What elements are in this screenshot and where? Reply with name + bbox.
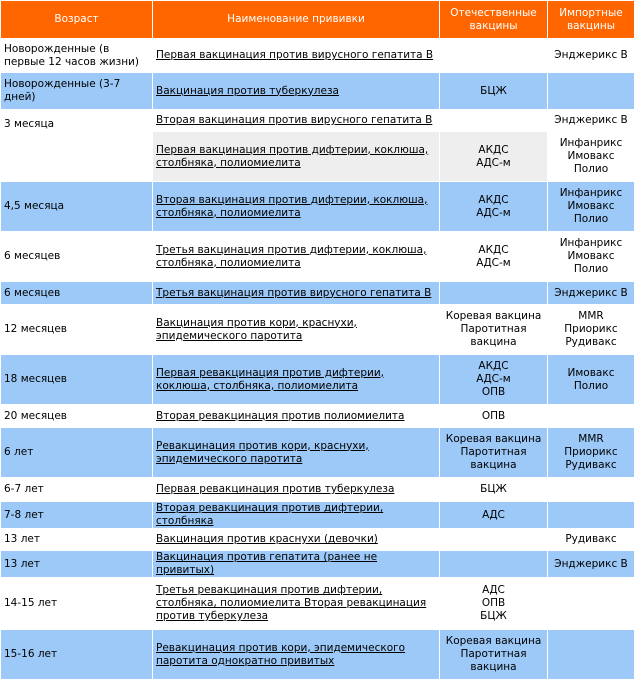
imported-vaccine: Энджерикс В <box>551 287 631 300</box>
domestic-cell <box>440 551 548 578</box>
vaccination-cell <box>153 132 440 182</box>
header-vaccination: Наименование прививки <box>153 1 440 39</box>
domestic-cell <box>440 282 548 305</box>
table-row <box>1 73 634 110</box>
age-cell: 20 месяцев <box>1 405 153 428</box>
header-imported: Импортные вакцины <box>548 1 634 39</box>
table-row <box>1 110 634 132</box>
vaccination-link[interactable]: Вакцинация против гепатита (ранее не привитых) <box>156 551 377 576</box>
vaccination-cell <box>153 529 440 551</box>
age-cell: 14-15 лет <box>1 578 153 630</box>
imported-vaccine: Энджерикс В <box>551 49 631 62</box>
domestic-cell <box>440 428 548 478</box>
vaccination-link[interactable]: Вторая ревакцинация против дифтерии, столбняка <box>156 502 383 527</box>
vaccination-link[interactable]: Ревакцинация против кори, эпидемического паротита однократно привитых <box>156 642 405 667</box>
imported-vaccine: MMR <box>551 310 631 323</box>
vaccination-link[interactable]: Первая ревакцинация против дифтерии, коклюша, столбняка, полиомиелита <box>156 367 384 392</box>
vaccination-cell <box>153 110 440 132</box>
table-row <box>1 305 634 355</box>
domestic-vaccine: АДС <box>443 509 544 522</box>
vaccination-link[interactable]: Первая ревакцинация против туберкулеза <box>156 483 394 495</box>
domestic-cell <box>440 630 548 680</box>
domestic-cell <box>440 529 548 551</box>
age-cell: 4,5 месяца <box>1 182 153 232</box>
imported-vaccine: Имовакс <box>551 367 631 380</box>
imported-vaccine: Энджерикс В <box>551 558 631 571</box>
table-row <box>1 232 634 282</box>
age-cell: 6-7 лет <box>1 478 153 502</box>
imported-vaccine: Инфанрикс <box>551 237 631 250</box>
imported-vaccine: Инфанрикс <box>551 187 631 200</box>
domestic-vaccine: АДС-м <box>443 157 544 170</box>
imported-vaccine: Приорикс <box>551 446 631 459</box>
domestic-vaccine: Паротитная вакцина <box>443 446 544 472</box>
domestic-cell <box>440 355 548 405</box>
vaccination-cell <box>153 502 440 529</box>
vaccination-link[interactable]: Вторая вакцинация против вирусного гепатита В <box>156 114 432 126</box>
imported-cell <box>548 529 634 551</box>
age-cell: 6 лет <box>1 428 153 478</box>
vaccination-link[interactable]: Первая вакцинация против вирусного гепатита В <box>156 49 433 61</box>
imported-vaccine: MMR <box>551 433 631 446</box>
imported-cell <box>548 630 634 680</box>
vaccination-link[interactable]: Вакцинация против туберкулеза <box>156 85 339 97</box>
vaccination-link[interactable]: Вторая ревакцинация против полиомиелита <box>156 410 404 422</box>
imported-cell <box>548 39 634 73</box>
age-cell: Новорожденные (в первые 12 часов жизни) <box>1 39 153 73</box>
vaccination-cell <box>153 478 440 502</box>
imported-cell <box>548 282 634 305</box>
domestic-vaccine: БЦЖ <box>443 610 544 623</box>
domestic-vaccine: Коревая вакцина <box>443 635 544 648</box>
vaccination-link[interactable]: Третья вакцинация против вирусного гепатита В <box>156 287 431 299</box>
vaccination-link[interactable]: Вторая вакцинация против дифтерии, коклюша, столбняка, полиомиелита <box>156 194 427 219</box>
imported-cell <box>548 405 634 428</box>
imported-vaccine: Рудивакс <box>551 336 631 349</box>
domestic-cell <box>440 305 548 355</box>
domestic-vaccine: Коревая вакцина <box>443 433 544 446</box>
vaccination-cell <box>153 630 440 680</box>
imported-vaccine: Полио <box>551 380 631 393</box>
imported-cell <box>548 355 634 405</box>
vaccination-link[interactable]: Первая вакцинация против дифтерии, коклюша, столбняка, полиомиелита <box>156 144 428 169</box>
age-cell: 13 лет <box>1 529 153 551</box>
domestic-cell <box>440 110 548 132</box>
imported-vaccine: Имовакс <box>551 200 631 213</box>
vaccination-cell <box>153 73 440 110</box>
age-cell: 15-16 лет <box>1 630 153 680</box>
domestic-cell <box>440 578 548 630</box>
imported-cell <box>548 132 634 182</box>
age-cell: Новорожденные (3-7 дней) <box>1 73 153 110</box>
table-row <box>1 428 634 478</box>
vaccination-link[interactable]: Вакцинация против кори, краснухи, эпидемического паротита <box>156 317 357 342</box>
imported-vaccine: Рудивакс <box>551 533 631 546</box>
vaccination-cell <box>153 305 440 355</box>
domestic-vaccine: ОПВ <box>443 386 544 399</box>
table-row <box>1 39 634 73</box>
imported-vaccine: Полио <box>551 163 631 176</box>
vaccination-link[interactable]: Третья ревакцинация против дифтерии, столбняка, полиомиелита Вторая ревакцинация против туберкулеза <box>156 584 426 622</box>
vaccination-link[interactable]: Третья вакцинация против дифтерии, коклюша, столбняка, полиомиелита <box>156 244 426 269</box>
table-header-row <box>1 1 634 39</box>
imported-cell <box>548 551 634 578</box>
domestic-vaccine: БЦЖ <box>443 85 544 98</box>
domestic-cell <box>440 405 548 428</box>
header-domestic: Отечественные вакцины <box>440 1 548 39</box>
table-row <box>1 182 634 232</box>
imported-cell <box>548 110 634 132</box>
vaccination-cell <box>153 551 440 578</box>
imported-vaccine: Полио <box>551 263 631 276</box>
vaccination-cell <box>153 182 440 232</box>
age-cell: 6 месяцев <box>1 282 153 305</box>
domestic-vaccine: АКДС <box>443 360 544 373</box>
table-row <box>1 405 634 428</box>
domestic-vaccine: ОПВ <box>443 597 544 610</box>
domestic-cell <box>440 232 548 282</box>
imported-vaccine: Полио <box>551 213 631 226</box>
table-row <box>1 355 634 405</box>
domestic-vaccine: АКДС <box>443 194 544 207</box>
vaccination-cell <box>153 405 440 428</box>
imported-vaccine: Имовакс <box>551 250 631 263</box>
imported-vaccine: Приорикс <box>551 323 631 336</box>
table-row <box>1 551 634 578</box>
vaccination-cell <box>153 355 440 405</box>
imported-vaccine: Имовакс <box>551 150 631 163</box>
imported-cell <box>548 428 634 478</box>
age-cell: 7-8 лет <box>1 502 153 529</box>
age-cell: 6 месяцев <box>1 232 153 282</box>
table-row <box>1 282 634 305</box>
imported-cell <box>548 305 634 355</box>
domestic-vaccine: Паротитная вакцина <box>443 648 544 674</box>
imported-cell <box>548 502 634 529</box>
age-cell: 12 месяцев <box>1 305 153 355</box>
table-row <box>1 529 634 551</box>
table-row <box>1 578 634 630</box>
imported-vaccine: Рудивакс <box>551 459 631 472</box>
vaccination-cell <box>153 39 440 73</box>
vaccination-cell <box>153 578 440 630</box>
age-cell: 13 лет <box>1 551 153 578</box>
imported-vaccine: Инфанрикс <box>551 137 631 150</box>
domestic-cell <box>440 502 548 529</box>
imported-cell <box>548 182 634 232</box>
domestic-vaccine: АКДС <box>443 144 544 157</box>
domestic-cell <box>440 73 548 110</box>
domestic-cell <box>440 182 548 232</box>
domestic-vaccine: АКДС <box>443 244 544 257</box>
domestic-vaccine: АДС-м <box>443 207 544 220</box>
domestic-cell <box>440 132 548 182</box>
vaccination-cell <box>153 428 440 478</box>
domestic-vaccine: Паротитная вакцина <box>443 323 544 349</box>
table-row <box>1 502 634 529</box>
domestic-vaccine: ОПВ <box>443 410 544 423</box>
imported-cell <box>548 73 634 110</box>
imported-vaccine: Энджерикс В <box>551 114 631 127</box>
header-age: Возраст <box>1 1 153 39</box>
imported-cell <box>548 232 634 282</box>
vaccination-cell <box>153 282 440 305</box>
vaccination-cell <box>153 232 440 282</box>
age-cell: 3 месяца <box>1 110 153 182</box>
imported-cell <box>548 478 634 502</box>
domestic-vaccine: АДС-м <box>443 373 544 386</box>
domestic-vaccine: АДС <box>443 584 544 597</box>
domestic-vaccine: БЦЖ <box>443 483 544 496</box>
table-row <box>1 478 634 502</box>
imported-cell <box>548 578 634 630</box>
domestic-vaccine: АДС-м <box>443 257 544 270</box>
domestic-vaccine: Коревая вакцина <box>443 310 544 323</box>
table-row <box>1 630 634 680</box>
vaccination-link[interactable]: Ревакцинация против кори, краснухи, эпидемического паротита <box>156 440 369 465</box>
domestic-cell <box>440 478 548 502</box>
vaccination-link[interactable]: Вакцинация против краснухи (девочки) <box>156 533 378 545</box>
age-cell: 18 месяцев <box>1 355 153 405</box>
domestic-cell <box>440 39 548 73</box>
